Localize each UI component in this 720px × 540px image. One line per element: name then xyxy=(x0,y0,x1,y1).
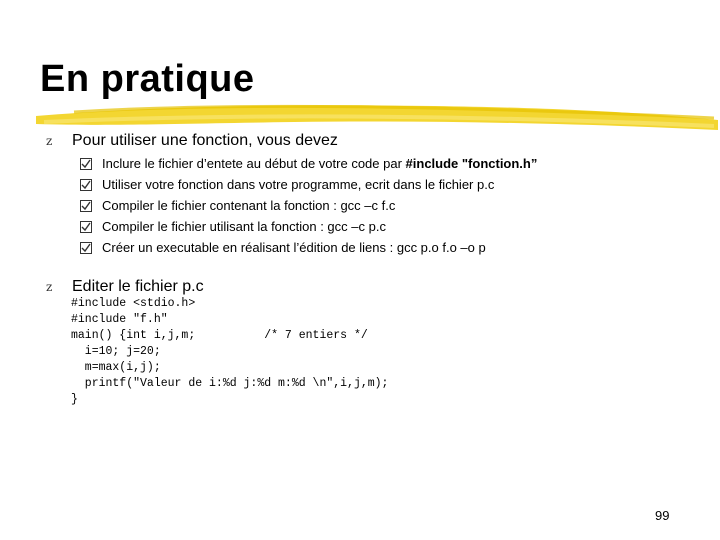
code-line: main() {int i,j,m; /* 7 entiers */ xyxy=(71,329,368,342)
title-underline-brush xyxy=(34,100,720,134)
list-item-text: Compiler le fichier utilisant la fonction : gcc –c p.c xyxy=(102,219,386,234)
code-block xyxy=(71,296,388,408)
checkmark-bullet-icon xyxy=(80,179,92,191)
code-line: i=10; j=20; xyxy=(71,345,161,358)
section-bullet-icon: z xyxy=(46,280,53,294)
code-line: #include "f.h" xyxy=(71,313,168,326)
section-bullet-icon: z xyxy=(46,134,53,148)
code-line: #include <stdio.h> xyxy=(71,297,196,310)
section1-heading: Pour utiliser une fonction, vous devez xyxy=(72,132,338,149)
checkmark-bullet-icon xyxy=(80,158,92,170)
code-line: } xyxy=(71,393,78,406)
checkmark-bullet-icon xyxy=(80,200,92,212)
list-item-text: Créer un executable en réalisant l’édition de liens : gcc p.o f.o –o p xyxy=(102,240,486,255)
slide-title: En pratique xyxy=(40,58,255,100)
list-item-text: Compiler le fichier contenant la fonction : gcc –c f.c xyxy=(102,198,396,213)
code-line: printf("Valeur de i:%d j:%d m:%d \n",i,j,m); xyxy=(71,377,389,390)
page-number: 99 xyxy=(655,508,670,523)
include-directive: #include "fonction.h” xyxy=(405,156,538,171)
checkmark-bullet-icon xyxy=(80,221,92,233)
list-item-text: Utiliser votre fonction dans votre programme, ecrit dans le fichier p.c xyxy=(102,177,495,192)
checkmark-bullet-icon xyxy=(80,242,92,254)
section2-heading: Editer le fichier p.c xyxy=(72,278,204,295)
list-item-text: Inclure le fichier d’entete au début de votre code par #include "fonction.h” xyxy=(102,156,538,171)
code-line: m=max(i,j); xyxy=(71,361,161,374)
